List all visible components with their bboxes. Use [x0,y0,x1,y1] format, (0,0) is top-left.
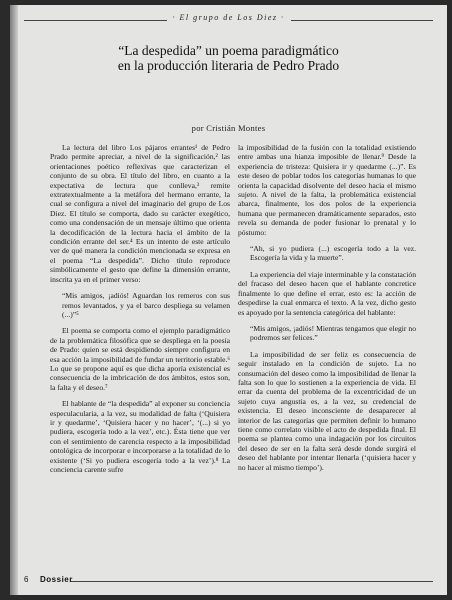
title-line-1: “La despedida” un poema paradigmático [118,43,339,58]
text-column-left [50,143,230,481]
running-head [10,13,447,22]
page-edge-shadow [10,5,18,595]
page-footer [10,575,447,587]
block-quote: “Mis amigos, ¡adiós! Mientras tengamos que elegir no podremos ser felices.” [250,323,416,343]
section-name: Dossier [40,575,73,584]
block-quote: “Mis amigos, ¡adiós! Aguardan los remeros con sus remos levantados, y ya el barco despliega su velamen (...)”⁵ [62,291,230,319]
paragraph: La imposibilidad de ser feliz es consecuencia de seguir instalado en la condición de sujeto. La no consumación del deseo como la imposibilidad de llenar la falta son lo que lo sostienen a la experiencia de vida. El errar da cuenta del problema de la excentricidad de un sujeto cuya angustia es, a la vez, su credencial de existencia. El deseo inconsciente de desaparecer al interior de las categorías que permiten definir lo humano tiene como correlato visible el acto de despedida final. El poema se plantea como una indagación por los circuitos del deseo de ser en la falta será desde donde surgirá el deseo del hablante por intentar llenarla (‘quisiera hacer y no hacer al mismo tiempo’). [238,349,416,472]
footer-rule [70,581,433,582]
running-head-text: · El grupo de Los Diez · [167,13,291,22]
page-number: 6 [24,575,29,584]
text-column-right [238,143,416,479]
title-line-2: en la producción literaria de Pedro Prado [117,58,340,73]
author-byline: por Cristián Montes [191,123,266,133]
block-quote: “Ah, si yo pudiera (...) escogería todo a la vez. Escogería la vida y la muerte”. [250,244,416,263]
paragraph: El poema se comporta como el ejemplo paradigmático de la problemática filosófica que se despliega en la poesía de Prado: quien se está despidiendo siempre configura en esa acción la imposibilidad de fundar un territorio estable.⁶ Lo que se propone aquí es que dicha aporía existencial es consecuencia de la imbricación de dos ámbitos, estos son, la falta y el deseo.⁷ [50,326,230,392]
paragraph: La experiencia del viaje interminable y la constatación del fracaso del deseo hacen que el hablante concretice finalmente lo que define el errar, esto es: la acción de despedirse la cual enmarca el texto. A la vez, dicho gesto es apoyado por la sentencia categórica del hablante: [238,269,416,317]
paragraph: la imposibilidad de la fusión con la totalidad existiendo entre ambas una hianza imposible de llenar.⁹ Desde la experiencia de tristeza: Quisiera ir y quedarme (...)”. Es este deseo de poblar todos los categorías humanas lo que orienta la capacidad disolvente del deseo hacia el mismo sujeto. A nivel de la falta, la problemática existencial abarca, finalmente, los dos polos de la experiencia humana que permanecen dramáticamente separados, esto revela su demanda de poder fusionar lo prenatal y lo póstumo: [238,143,416,237]
paragraph: El hablante de “la despedida” al exponer su conciencia especulacularia, a la vez, su modalidad de falta (‘Quisiera ir y quedarme’, ‘Quisiera hacer y no hacer’, ‘(...) si yo pudiera, escogería todo a la vez’, etc.). Ésta tiene que ver con el sentimiento de carencia respecto a la imposibilidad ontológica de incorporar e incorporarse a la totalidad de lo existente (‘Si yo pudiera escogería todo a la vez’).⁸ La conciencia carente sufre [50,399,230,474]
magazine-page [10,5,447,595]
paragraph: La lectura del libro Los pájaros errantes¹ de Pedro Prado permite apreciar, a nivel de la significación,² las orientaciones poético reflexivas que caracterizan el conjunto de su obra. El título del libro, en cuanto a la expectativa de lectura que conlleva,³ remite extratextualmente a la metáfora del hermano errante, la cual se configura a nivel del imaginario del grupo de Los Diez. El título se comporta, dado su carácter exegético, como una condensación de un mensaje último que orienta la decodificación de la lectura hacia el ámbito de la condición errante del ser.⁴ Es un intento de este artículo ver de qué manera la condición mencionada se expresa en el poema “La despedida”. Dicho título reproduce simbólicamente el gesto que define la dimensión errante, inscrita ya en el primer verso: [50,143,230,284]
article-title [10,43,447,73]
